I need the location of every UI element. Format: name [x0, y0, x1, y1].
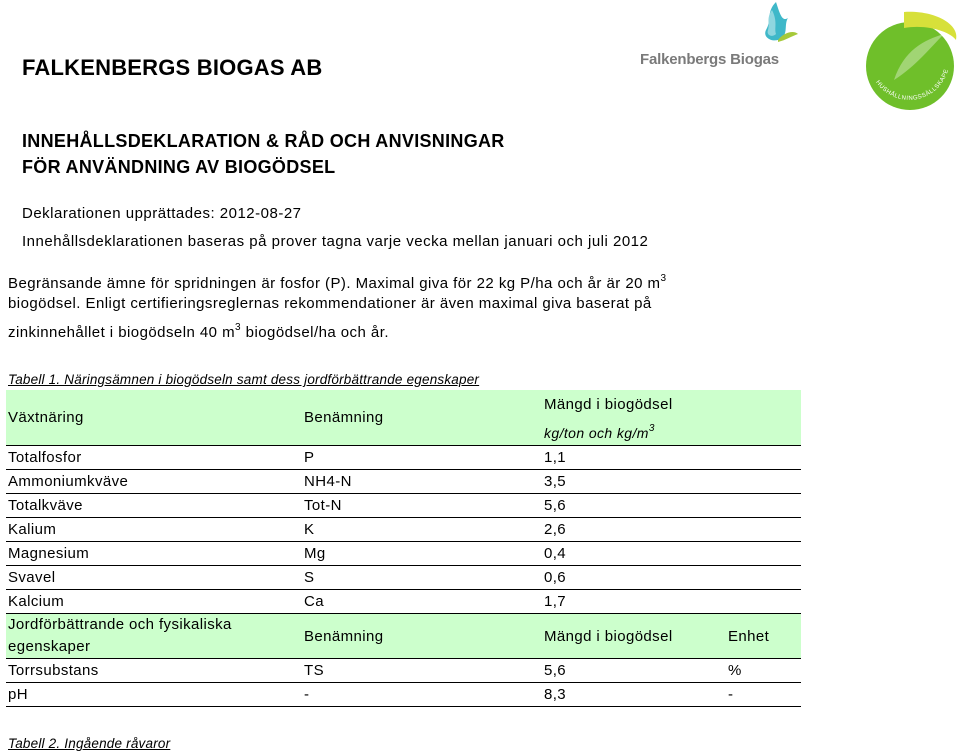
seal-text: HUSHÅLLNINGSSÄLLSKAPE	[874, 68, 951, 102]
table-row: pH - 8,3 -	[6, 683, 801, 707]
table-row: Torrsubstans TS 5,6 %	[6, 659, 801, 683]
table-row: Kalcium Ca 1,7	[6, 590, 801, 614]
title-line-2: FÖR ANVÄNDNING AV BIOGÖDSEL	[22, 157, 336, 177]
table2-caption: Tabell 2. Ingående råvaror	[8, 736, 171, 751]
table-row: Ammoniumkväve NH4-N 3,5	[6, 470, 801, 494]
header-mangd: Mängd i biogödsel kg/ton och $kg/m^3$	[542, 390, 801, 446]
declaration-basis: Innehållsdeklarationen baseras på prover tagna varje vecka mellan januari och juli 2012	[22, 233, 649, 250]
nutrient-table	[6, 390, 801, 707]
header-vaxtnaring: Växtnäring	[6, 390, 302, 446]
declaration-date: Deklarationen upprättades: 2012-08-27	[22, 205, 302, 222]
flame-icon	[638, 0, 798, 50]
table-row: Totalkväve Tot-N 5,6	[6, 494, 801, 518]
table-header-row	[6, 390, 801, 446]
falkenbergs-biogas-logo	[638, 0, 798, 80]
hushallningssallskapet-seal	[864, 10, 960, 110]
table-row: Kalium K 2,6	[6, 518, 801, 542]
header2-enhet: Enhet	[726, 614, 801, 659]
table-row: Magnesium Mg 0,4	[6, 542, 801, 566]
table1-caption: Tabell 1. Näringsämnen i biogödseln samt dess jordförbättrande egenskaper	[8, 372, 480, 387]
header-jordforbattrande: Jordförbättrande och fysikaliska egenskaper	[6, 614, 302, 659]
paragraph-line-2: biogödsel. Enligt certifieringsreglernas rekommendationer är även maximal giva baserat på	[8, 295, 652, 312]
logo-text: Falkenbergs Biogas	[640, 51, 779, 68]
table-row: Totalfosfor P 1,1	[6, 446, 801, 470]
paragraph-line-3: zinkinnehållet i biogödseln 40 $m^3$ biogödsel/ha och år.	[8, 322, 389, 341]
header2-benamning: Benämning	[302, 614, 542, 659]
company-name: FALKENBERGS BIOGAS AB	[22, 55, 323, 80]
header2-mangd: Mängd i biogödsel	[542, 614, 726, 659]
title-line-1: INNEHÅLLSDEKLARATION & RÅD OCH ANVISNINGAR	[22, 131, 505, 151]
table-row: Svavel S 0,6	[6, 566, 801, 590]
header-benamning: Benämning	[302, 390, 542, 446]
paragraph-line-1: Begränsande ämne för spridningen är fosfor (P). Maximal giva för 22 kg P/ha och år är 20 $m^3$	[8, 273, 667, 292]
table-header-row-2	[6, 614, 801, 659]
